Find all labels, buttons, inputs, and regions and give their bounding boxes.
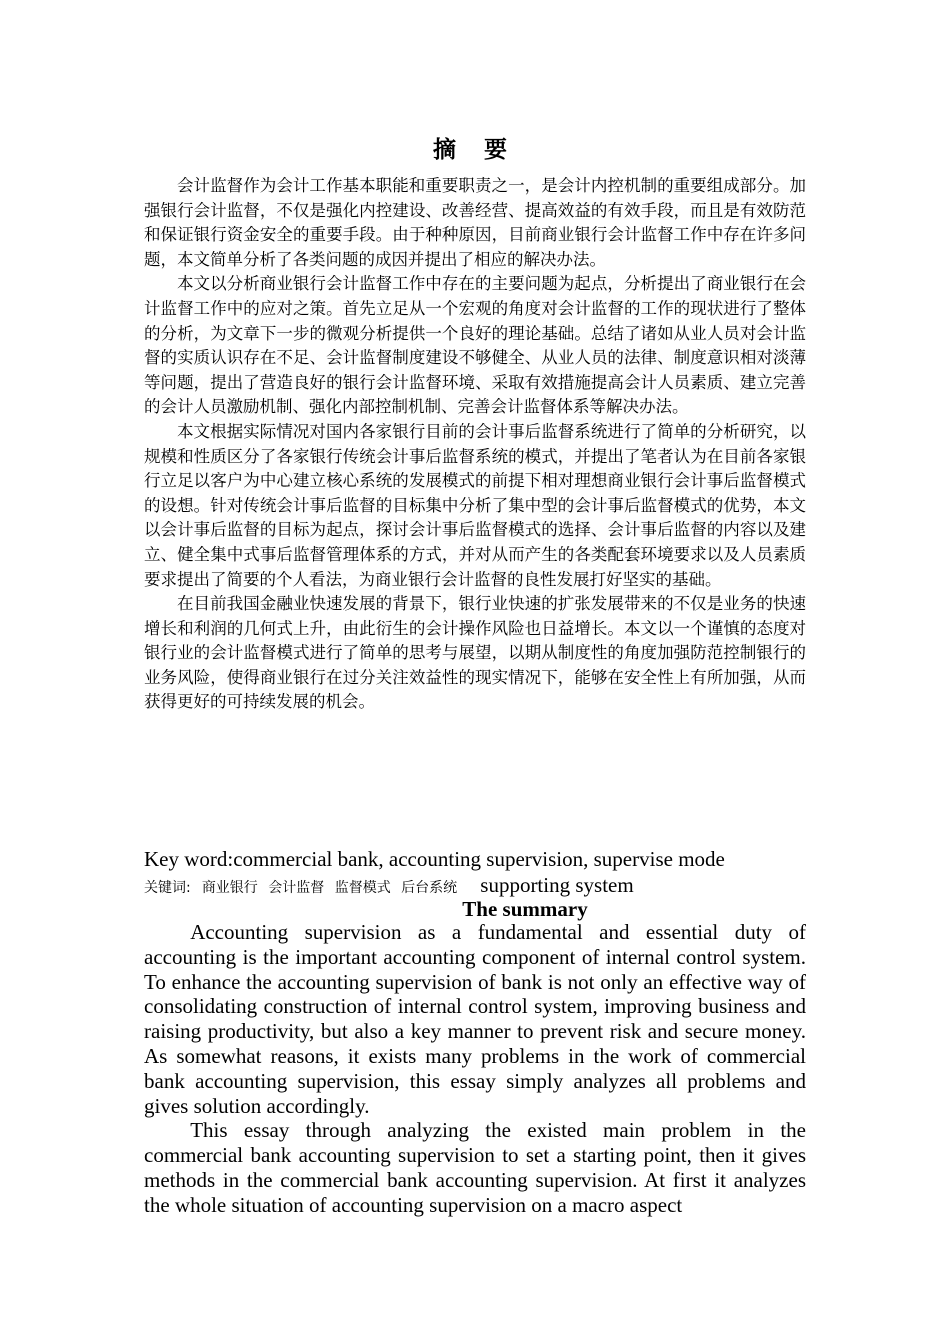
abstract-en-paragraph-2: This essay through analyzing the existed main problem in the commercial bank accounting supervision to set a starting point, then it gives methods in the commercial bank accounting supervision. At first it analyzes the whole situation of accounting supervision on a macro aspect bbox=[144, 1118, 806, 1217]
keywords-cn-extra: supporting system bbox=[480, 873, 634, 897]
abstract-cn-title: 摘 要 bbox=[432, 136, 517, 163]
abstract-en-title: The summary bbox=[462, 897, 588, 921]
keywords-en-line: Key word:commercial bank, accounting supervision, supervise mode bbox=[144, 847, 725, 871]
keywords-cn-terms: 商业银行 会计监督 监督模式 后台系统 bbox=[201, 880, 458, 896]
abstract-en-body bbox=[144, 920, 806, 1218]
abstract-cn-paragraph-1: 会计监督作为会计工作基本职能和重要职责之一，是会计内控机制的重要组成部分。加强银行会计监督，不仅是强化内控建设、改善经营、提高效益的有效手段，而且是有效防范和保证银行资金安全的重要手段。由于种种原因，目前商业银行会计监督工作中存在许多问题，本文简单分析了各类问题的成因并提出了相应的解决办法。 bbox=[144, 176, 806, 269]
abstract-cn-body bbox=[144, 174, 806, 715]
abstract-cn-paragraph-2: 本文以分析商业银行会计监督工作中存在的主要问题为起点，分析提出了商业银行在会计监督工作中的应对之策。首先立足从一个宏观的角度对会计监督的工作的现状进行了整体的分析，为文章下一步的微观分析提供一个良好的理论基础。总结了诸如从业人员对会计监督的实质认识存在不足、会计监督制度建设不够健全、从业人员的法律、制度意识相对淡薄等问题，提出了营造良好的银行会计监督环境、采取有效措施提高会计人员素质、建立完善的会计人员激励机制、强化内部控制机制、完善会计监督体系等解决办法。 bbox=[144, 274, 806, 417]
abstract-en-paragraph-1: Accounting supervision as a fundamental and essential duty of accounting is the important accounting component of internal control system. To enhance the accounting supervision of bank is not only an effective way of consolidating construction of internal control system, improving business and raising productivity, but also a key manner to prevent risk and secure money. As somewhat reasons, it exists many problems in the work of commercial bank accounting supervision, this essay simply analyzes all problems and gives solution accordingly. bbox=[144, 920, 806, 1118]
abstract-cn-paragraph-4: 在目前我国金融业快速发展的背景下，银行业快速的扩张发展带来的不仅是业务的快速增长和利润的几何式上升，由此衍生的会计操作风险也日益增长。本文以一个谨慎的态度对银行业的会计监督模式进行了简单的思考与展望，以期从制度性的角度加强防范控制银行的业务风险，使得商业银行在过分关注效益性的现实情况下，能够在安全性上有所加强，从而获得更好的可持续发展的机会。 bbox=[144, 594, 806, 712]
keywords-cn-label: 关键词: bbox=[144, 880, 191, 896]
abstract-cn-paragraph-3: 本文根据实际情况对国内各家银行目前的会计事后监督系统进行了简单的分析研究，以规模和性质区分了各家银行传统会计事后监督系统的模式，并提出了笔者认为在目前各家银行立足以客户为中心建立核心系统的发展模式的前提下相对理想商业银行会计事后监督模式的设想。针对传统会计事后监督的目标集中分析了集中型的会计事后监督模式的优势，本文以会计事后监督的目标为起点，探讨会计事后监督模式的选择、会计事后监督的内容以及建立、健全集中式事后监督管理体系的方式，并对从而产生的各类配套环境要求以及人员素质要求提出了简要的个人看法，为商业银行会计监督的良性发展打好坚实的基础。 bbox=[144, 421, 806, 589]
